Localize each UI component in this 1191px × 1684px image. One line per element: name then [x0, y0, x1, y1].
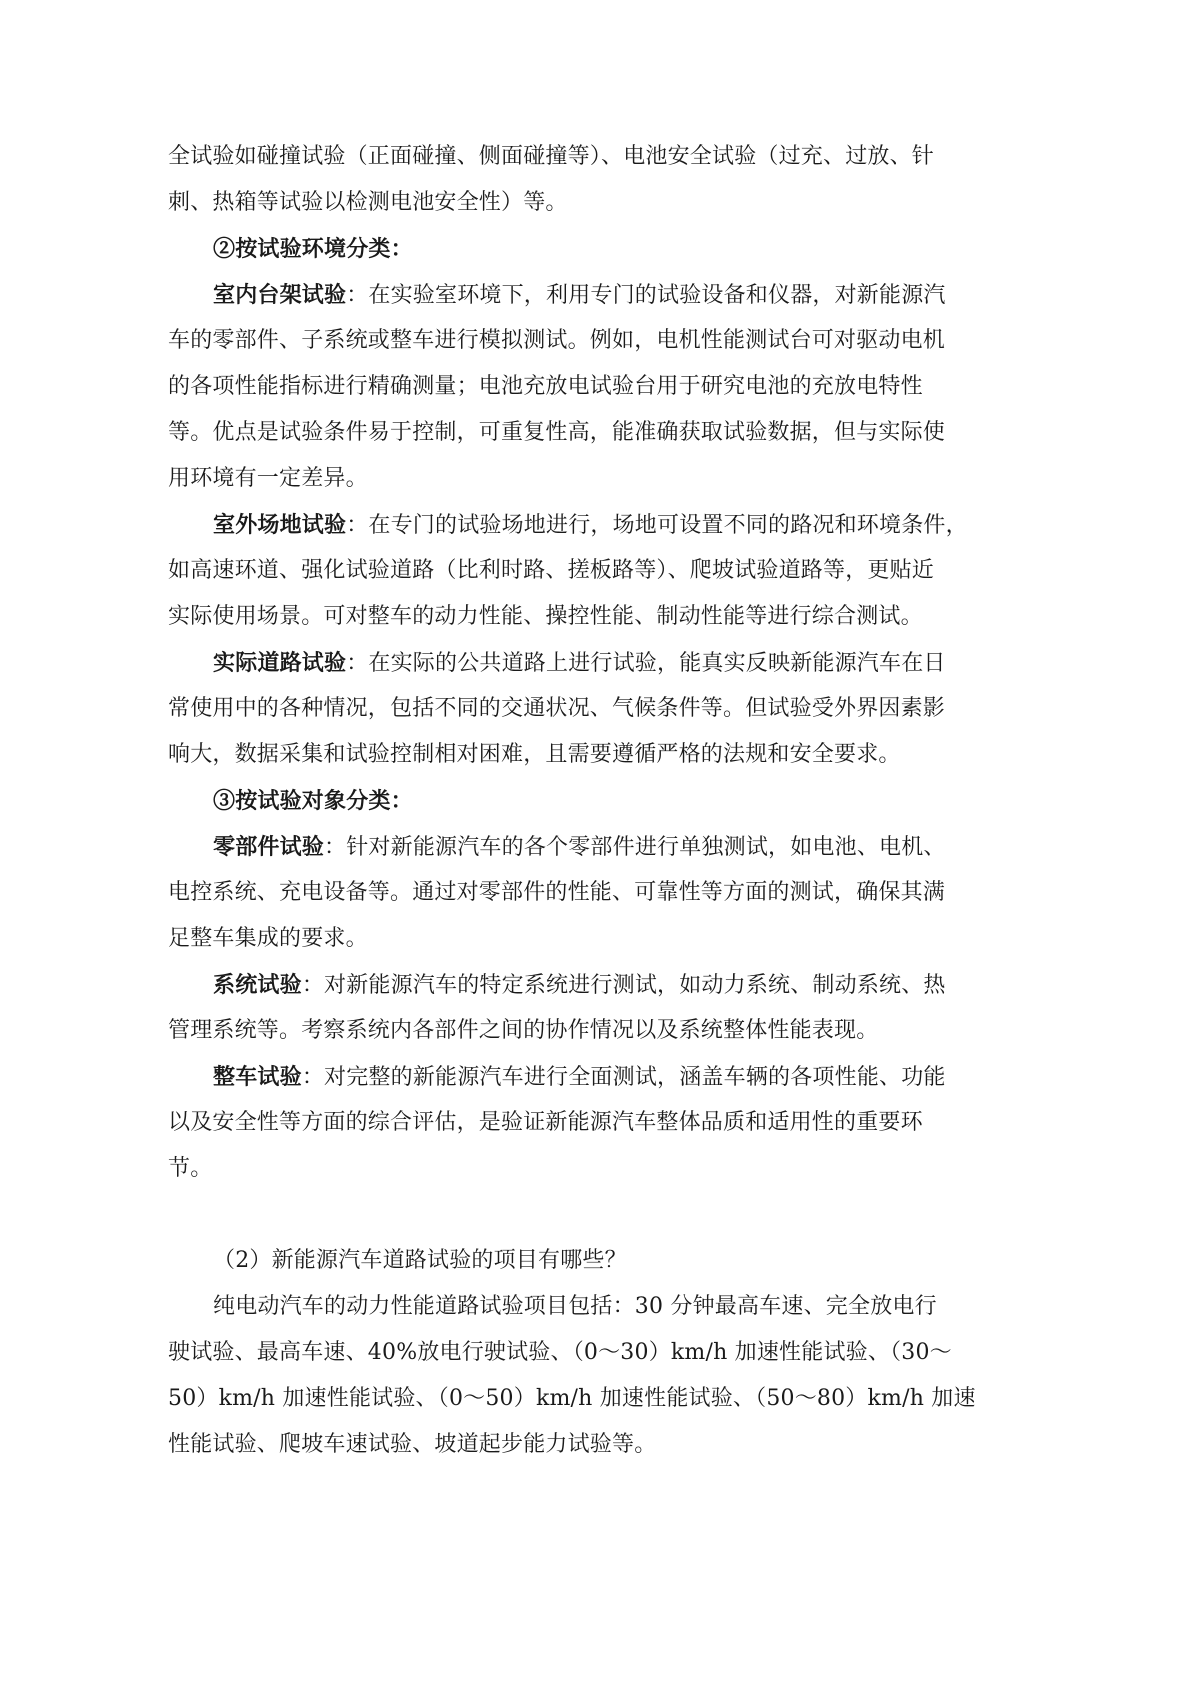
term-label: 室外场地试验 — [213, 512, 347, 538]
body-text: ：对新能源汽车的特定系统进行测试，如动力系统、制动系统、热 — [301, 973, 946, 998]
heading-text: （2）新能源汽车道路试验的项目有哪些？ — [213, 1248, 627, 1273]
body-text: 电控系统、充电设备等。通过对零部件的性能、可靠性等方面的测试，确保其满 — [168, 880, 946, 905]
body-text: 驶试验、最高车速、40%放电行驶试验、（0～30）km/h 加速性能试验、（30～ — [168, 1340, 952, 1365]
term-label: 零部件试验 — [213, 834, 325, 860]
body-text: 响大，数据采集和试验控制相对困难，且需要遵循严格的法规和安全要求。 — [168, 742, 901, 767]
text-line — [0, 740, 1191, 770]
body-text: 足整车集成的要求。 — [168, 926, 368, 951]
body-text: 实际使用场景。可对整车的动力性能、操控性能、制动性能等进行综合测试。 — [168, 604, 923, 629]
term-label: 整车试验 — [213, 1064, 302, 1090]
body-text: 以及安全性等方面的综合评估，是验证新能源汽车整体品质和适用性的重要环 — [168, 1110, 923, 1135]
text-line — [0, 1384, 1191, 1414]
term-label: 室内台架试验 — [213, 282, 347, 308]
term-label: 实际道路试验 — [213, 650, 347, 676]
heading-text: ②按试验环境分类： — [213, 236, 413, 262]
body-text: 刺、热箱等试验以检测电池安全性）等。 — [168, 190, 568, 215]
body-text: ：在专门的试验场地进行，场地可设置不同的路况和环境条件， — [346, 513, 968, 538]
text-line — [0, 648, 1191, 679]
text-line — [0, 188, 1191, 218]
text-line — [0, 418, 1191, 448]
text-line — [0, 1430, 1191, 1460]
text-line — [0, 1062, 1191, 1093]
body-text: ：在实际的公共道路上进行试验，能真实反映新能源汽车在日 — [346, 651, 946, 676]
body-text: 如高速环道、强化试验道路（比利时路、搓板路等）、爬坡试验道路等，更贴近 — [168, 558, 935, 583]
text-line — [0, 924, 1191, 954]
text-line — [0, 372, 1191, 402]
text-line — [0, 832, 1191, 863]
body-text: 节。 — [168, 1156, 213, 1181]
text-line — [0, 1108, 1191, 1138]
text-line — [0, 970, 1191, 1001]
text-line — [0, 464, 1191, 494]
body-text: 车的零部件、子系统或整车进行模拟测试。例如，电机性能测试台可对驱动电机 — [168, 328, 946, 353]
text-line — [0, 1338, 1191, 1368]
text-line — [0, 1016, 1191, 1046]
section-heading — [0, 786, 1191, 816]
text-line — [0, 1292, 1191, 1322]
body-text: 常使用中的各种情况，包括不同的交通状况、气候条件等。但试验受外界因素影 — [168, 696, 946, 721]
body-text: 用环境有一定差异。 — [168, 466, 368, 491]
body-text: 管理系统等。考察系统内各部件之间的协作情况以及系统整体性能表现。 — [168, 1018, 879, 1043]
body-text: 纯电动汽车的动力性能道路试验项目包括：30 分钟最高车速、完全放电行 — [213, 1294, 937, 1319]
body-text: 全试验如碰撞试验（正面碰撞、侧面碰撞等）、电池安全试验（过充、过放、针 — [168, 144, 935, 169]
body-text: 的各项性能指标进行精确测量；电池充放电试验台用于研究电池的充放电特性 — [168, 374, 923, 399]
text-line — [0, 326, 1191, 356]
text-line — [0, 556, 1191, 586]
text-line — [0, 510, 1191, 541]
body-text: ：在实验室环境下，利用专门的试验设备和仪器，对新能源汽 — [346, 283, 946, 308]
heading-text: ③按试验对象分类： — [213, 788, 413, 814]
term-label: 系统试验 — [213, 972, 302, 998]
text-line — [0, 602, 1191, 632]
body-text: 性能试验、爬坡车速试验、坡道起步能力试验等。 — [168, 1432, 657, 1457]
question-heading — [0, 1246, 1191, 1276]
text-line — [0, 694, 1191, 724]
body-text: 50）km/h 加速性能试验、（0～50）km/h 加速性能试验、（50～80）km/h 加速 — [168, 1386, 976, 1411]
text-line — [0, 280, 1191, 311]
text-line — [0, 142, 1191, 172]
section-heading — [0, 234, 1191, 264]
body-text: ：针对新能源汽车的各个零部件进行单独测试，如电池、电机、 — [324, 835, 946, 860]
text-line — [0, 1154, 1191, 1184]
body-text: ：对完整的新能源汽车进行全面测试，涵盖车辆的各项性能、功能 — [301, 1065, 946, 1090]
body-text: 等。优点是试验条件易于控制，可重复性高，能准确获取试验数据，但与实际使 — [168, 420, 946, 445]
text-line — [0, 878, 1191, 908]
